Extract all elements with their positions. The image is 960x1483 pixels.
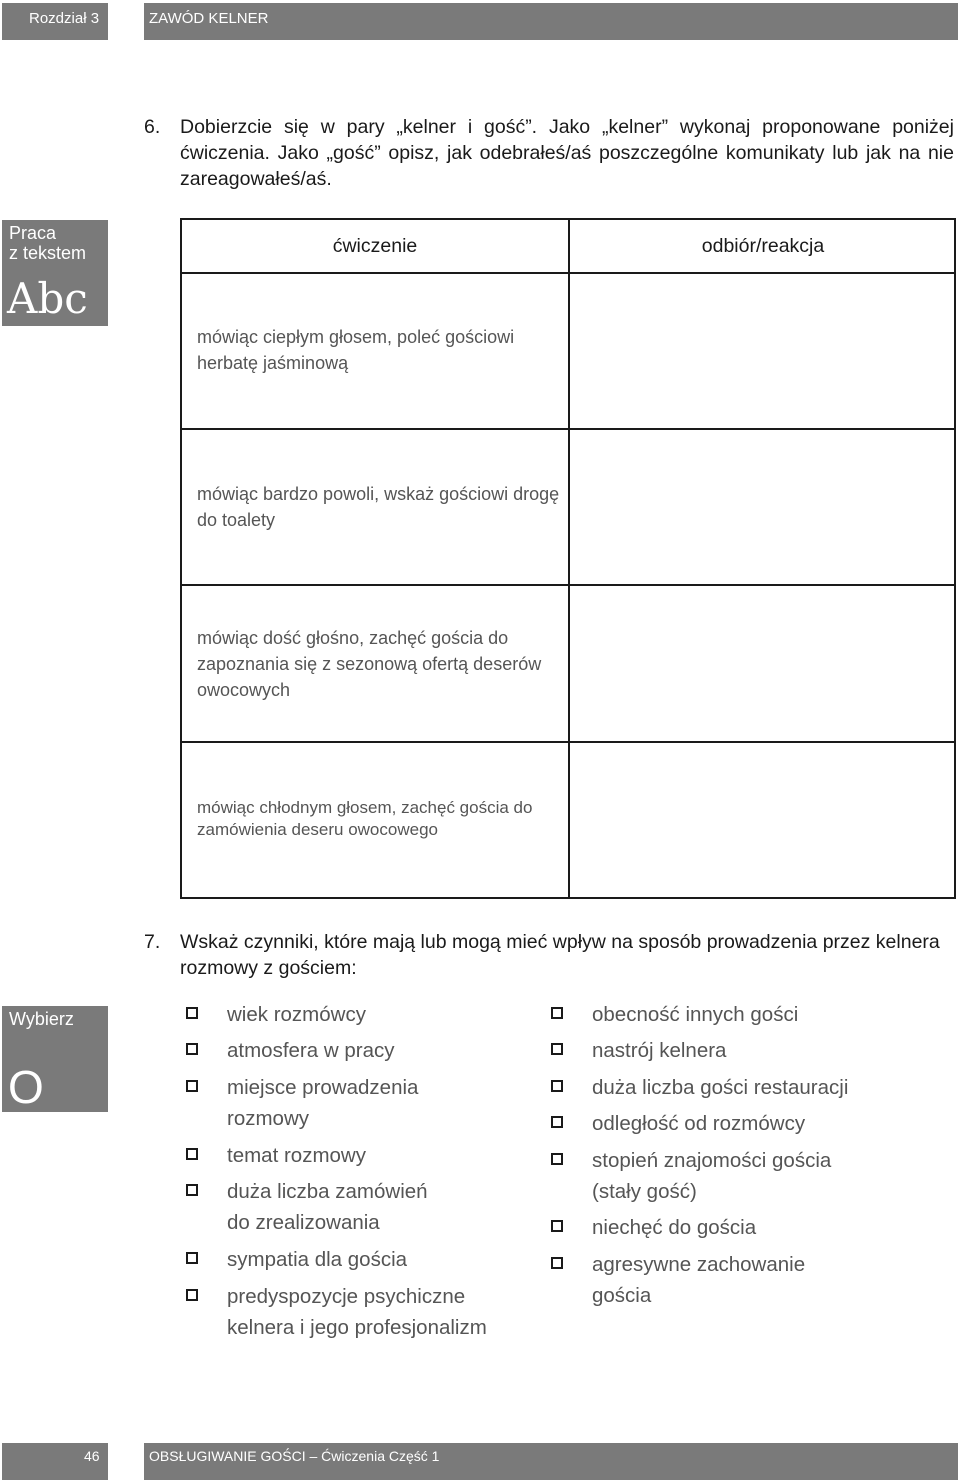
checkbox-icon[interactable] <box>186 1289 198 1301</box>
header-title: ZAWÓD KELNER <box>149 10 269 27</box>
checkbox-icon[interactable] <box>186 1184 198 1196</box>
option-label: duża liczba zamówień <box>227 1180 428 1203</box>
text-abc-icon: Abc <box>7 274 88 323</box>
option-label-continued: (stały gość) <box>592 1180 697 1203</box>
option-label: atmosfera w pracy <box>227 1039 395 1062</box>
task-7 <box>144 929 954 985</box>
header-title-bar <box>144 3 958 40</box>
checkbox-icon[interactable] <box>551 1080 563 1092</box>
table-row-divider <box>182 741 954 743</box>
option-label: miejsce prowadzenia <box>227 1076 419 1099</box>
option-label: sympatia dla gościa <box>227 1248 408 1271</box>
option-label: wiek rozmówcy <box>227 1003 366 1026</box>
footer-title-bar <box>144 1443 958 1480</box>
option-label: niechęć do gościa <box>592 1216 757 1239</box>
table-header-divider <box>182 272 954 274</box>
checkbox-icon[interactable] <box>186 1080 198 1092</box>
table-cell-exercise: mówiąc chłodnym głosem, zachęć gościa do zamówienia deseru owocowego <box>197 798 533 839</box>
table-cell-exercise: mówiąc ciepłym głosem, poleć gościowi herbatę jaśminową <box>197 327 515 373</box>
table-header-exercise: ćwiczenie <box>332 235 418 257</box>
option-label: agresywne zachowanie <box>592 1253 806 1276</box>
sidebar-choose <box>2 1006 108 1112</box>
page-number: 46 <box>84 1448 100 1464</box>
option-label: obecność innych gości <box>592 1003 799 1026</box>
option-label-continued: rozmowy <box>227 1107 310 1130</box>
option-label-continued: gościa <box>592 1284 652 1307</box>
checkbox-icon[interactable] <box>186 1252 198 1264</box>
checkbox-icon[interactable] <box>551 1257 563 1269</box>
option-label: odległość od rozmówcy <box>592 1112 806 1135</box>
checkbox-icon[interactable] <box>551 1043 563 1055</box>
choose-circle-icon: O <box>8 1061 44 1113</box>
exercise-table <box>180 218 956 899</box>
task-6 <box>144 114 954 194</box>
option-label: temat rozmowy <box>227 1144 366 1167</box>
task-6-number: 6. <box>144 116 161 138</box>
checkbox-icon[interactable] <box>551 1153 563 1165</box>
option-label: predyspozycje psychiczne <box>227 1285 466 1308</box>
table-column-divider <box>568 220 570 897</box>
sidebar-choose-label: Wybierz <box>9 1009 74 1029</box>
checkbox-icon[interactable] <box>186 1007 198 1019</box>
sidebar-text-line1: Praca <box>9 223 57 243</box>
table-cell-exercise: mówiąc dość głośno, zachęć gościa do zapoznania się z sezonową ofertą deserów owocowych <box>197 628 542 700</box>
chapter-text: Rozdział 3 <box>29 10 100 27</box>
footer-title: OBSŁUGIWANIE GOŚCI – Ćwiczenia Część 1 <box>149 1448 440 1464</box>
table-cell-exercise: mówiąc bardzo powoli, wskaż gościowi drogę do toalety <box>197 484 560 530</box>
sidebar-text-work <box>2 220 108 326</box>
option-label: nastrój kelnera <box>592 1039 727 1062</box>
option-label-continued: do zrealizowania <box>227 1211 380 1234</box>
option-label: stopień znajomości gościa <box>592 1149 832 1172</box>
table-header-reaction: odbiór/reakcja <box>701 235 825 257</box>
table-row-divider <box>182 428 954 430</box>
checkbox-icon[interactable] <box>551 1116 563 1128</box>
checkbox-icon[interactable] <box>186 1043 198 1055</box>
checkbox-icon[interactable] <box>551 1007 563 1019</box>
chapter-label <box>2 3 108 40</box>
task-7-instructions: Wskaż czynniki, które mają lub mogą mieć wpływ na sposób prowadzenia przez kelnera rozmowy z gościem: <box>180 931 940 979</box>
task-6-instructions: Dobierzcie się w pary „kelner i gość”. Jako „kelner” wykonaj proponowane poniżej ćwiczenia. Jako „gość” opisz, jak odebrałeś/aś poszczególne komunikaty lub jak na nie zareagowałeś/aś. <box>180 116 954 190</box>
table-row-divider <box>182 584 954 586</box>
option-label: duża liczba gości restauracji <box>592 1076 849 1099</box>
checkbox-icon[interactable] <box>551 1220 563 1232</box>
option-label-continued: kelnera i jego profesjonalizm <box>227 1316 487 1339</box>
sidebar-text-line2: z tekstem <box>9 243 87 263</box>
page-number-box <box>2 1443 108 1480</box>
task-7-number: 7. <box>144 931 161 953</box>
checkbox-icon[interactable] <box>186 1148 198 1160</box>
